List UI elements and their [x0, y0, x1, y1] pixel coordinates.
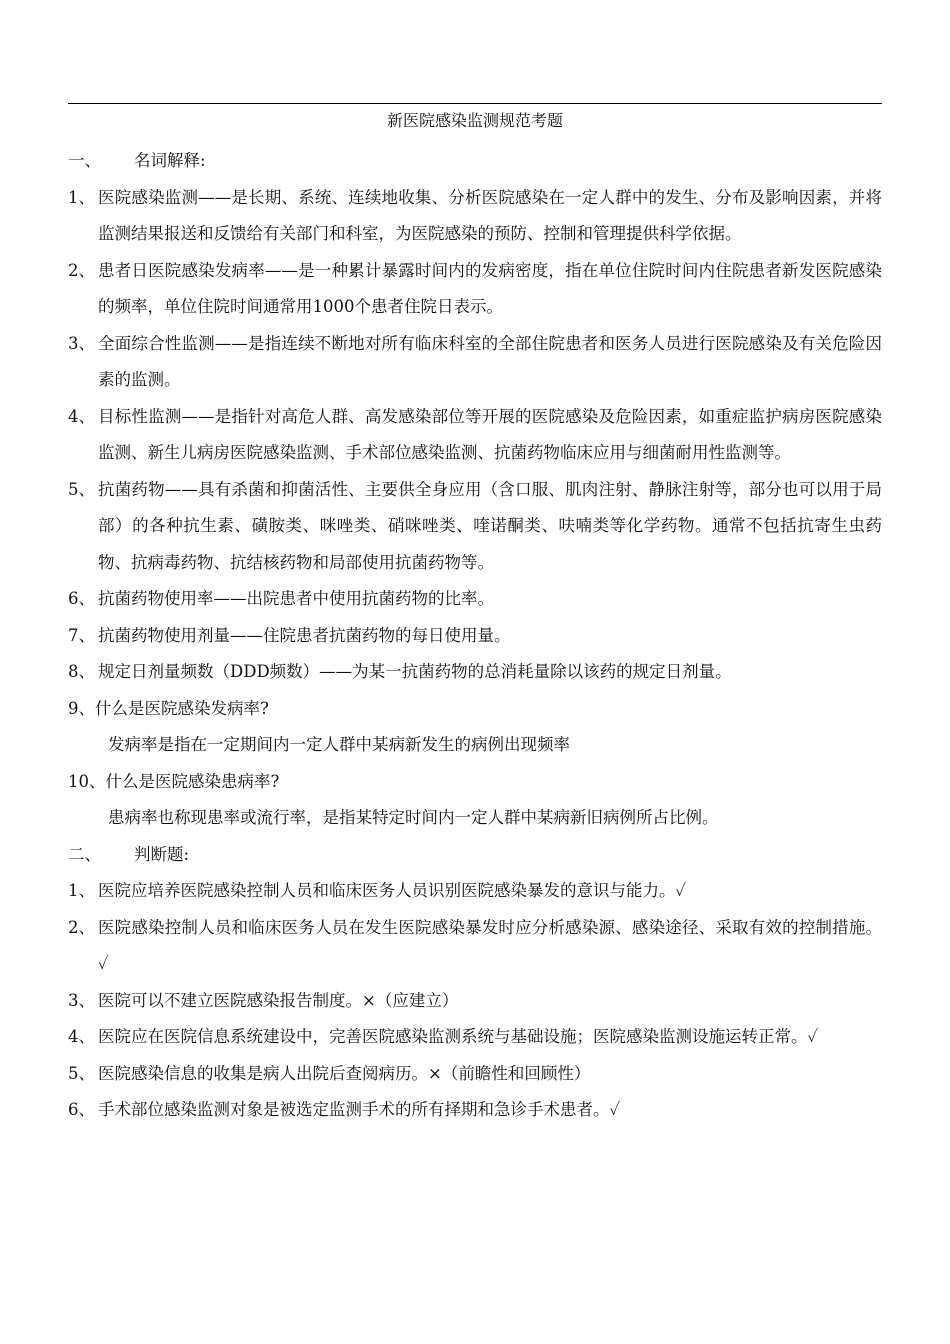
- list-item: [68, 910, 882, 983]
- list-item: [68, 1056, 882, 1093]
- item-text: 手术部位感染监测对象是被选定监测手术的所有择期和急诊手术患者。✓: [98, 1100, 621, 1119]
- question-9: 9、什么是医院感染发病率?: [68, 698, 269, 718]
- list-item: [68, 873, 882, 910]
- item-text: 规定日剂量频数（DDD频数）——为某一抗菌药物的总消耗量除以该药的规定日剂量。: [98, 662, 732, 681]
- list-item: [68, 581, 882, 618]
- list-item: [68, 1092, 882, 1129]
- header-rule: [68, 103, 882, 104]
- list-item: [68, 326, 882, 399]
- definition-list: [68, 180, 882, 691]
- true-false-list: [68, 873, 882, 1129]
- item-text: 目标性监测——是指针对高危人群、高发感染部位等开展的医院感染及危险因素，如重症监护病房医院感染监测、新生儿病房医院感染监测、手术部位感染监测、抗菌药物临床应用与细菌耐用性监测等。: [98, 406, 882, 462]
- item-text: 医院感染控制人员和临床医务人员在发生医院感染暴发时应分析感染源、感染途径、采取有效的控制措施。✓: [98, 917, 882, 973]
- item-text: 医院感染监测——是长期、系统、连续地收集、分析医院感染在一定人群中的发生、分布及影响因素，并将监测结果报送和反馈给有关部门和科室，为医院感染的预防、控制和管理提供科学依据。: [98, 187, 882, 243]
- item-text: 抗菌药物使用率——出院患者中使用抗菌药物的比率。: [98, 589, 494, 608]
- section-heading: [68, 837, 882, 874]
- item-number: 4、: [68, 1027, 95, 1046]
- item-text: 医院感染信息的收集是病人出院后查阅病历。×（前瞻性和回顾性）: [98, 1063, 591, 1083]
- item-number: 2、: [68, 917, 95, 937]
- item-number: 1、: [68, 881, 95, 900]
- question-10: 10、什么是医院感染患病率?: [68, 771, 280, 791]
- item-number: 2、: [68, 260, 95, 280]
- list-item: [68, 253, 882, 326]
- list-item: [68, 618, 882, 655]
- item-number: 3、: [68, 333, 95, 353]
- answer-9: 发病率是指在一定期间内一定人群中某病新发生的病例出现频率: [108, 735, 570, 754]
- item-text: 全面综合性监测——是指连续不断地对所有临床科室的全部住院患者和医务人员进行医院感染及有关危险因素的监测。: [98, 333, 882, 389]
- section-label: 判断题:: [134, 844, 190, 864]
- item-text: 医院应培养医院感染控制人员和临床医务人员识别医院感染暴发的意识与能力。✓: [98, 881, 687, 900]
- item-text: 抗菌药物使用剂量——住院患者抗菌药物的每日使用量。: [98, 625, 511, 645]
- list-item: [68, 472, 882, 582]
- item-text: 抗菌药物——具有杀菌和抑菌活性、主要供全身应用（含口服、肌肉注射、静脉注射等，部分也可以用于局部）的各种抗生素、磺胺类、咪唑类、硝咪唑类、喹诺酮类、呋喃类等化学药物。通常不包括抗寄生虫药物、抗病毒药物、抗结核药物和局部使用抗菌药物等。: [98, 479, 882, 572]
- item-text: 医院可以不建立医院感染报告制度。×（应建立）: [98, 990, 459, 1010]
- item-number: 3、: [68, 990, 95, 1010]
- list-item: [68, 654, 882, 691]
- item-number: 5、: [68, 479, 95, 499]
- list-item: [68, 983, 882, 1020]
- list-item: [68, 1019, 882, 1056]
- answer-10: 患病率也称现患率或流行率，是指某特定时间内一定人群中某病新旧病例所占比例。: [108, 808, 719, 827]
- list-item: [68, 180, 882, 253]
- item-number: 5、: [68, 1063, 95, 1083]
- item-text: 医院应在医院信息系统建设中，完善医院感染监测系统与基础设施；医院感染监测设施运转正常。✓: [98, 1027, 819, 1046]
- item-number: 6、: [68, 589, 95, 608]
- section-number: 一、: [68, 151, 101, 170]
- item-number: 6、: [68, 1100, 95, 1119]
- page-title: 新医院感染监测规范考题: [386, 111, 563, 130]
- item-number: 8、: [68, 662, 95, 681]
- document-body: [68, 143, 882, 1129]
- item-text: 患者日医院感染发病率——是一种累计暴露时间内的发病密度，指在单位住院时间内住院患者新发医院感染的频率，单位住院时间通常用1000个患者住院日表示。: [98, 260, 882, 316]
- section-label: 名词解释:: [134, 151, 206, 170]
- section-heading: [68, 143, 882, 180]
- item-number: 4、: [68, 406, 95, 426]
- item-number: 1、: [68, 187, 95, 207]
- list-item: [68, 399, 882, 472]
- section-number: 二、: [68, 844, 101, 864]
- item-number: 7、: [68, 625, 95, 645]
